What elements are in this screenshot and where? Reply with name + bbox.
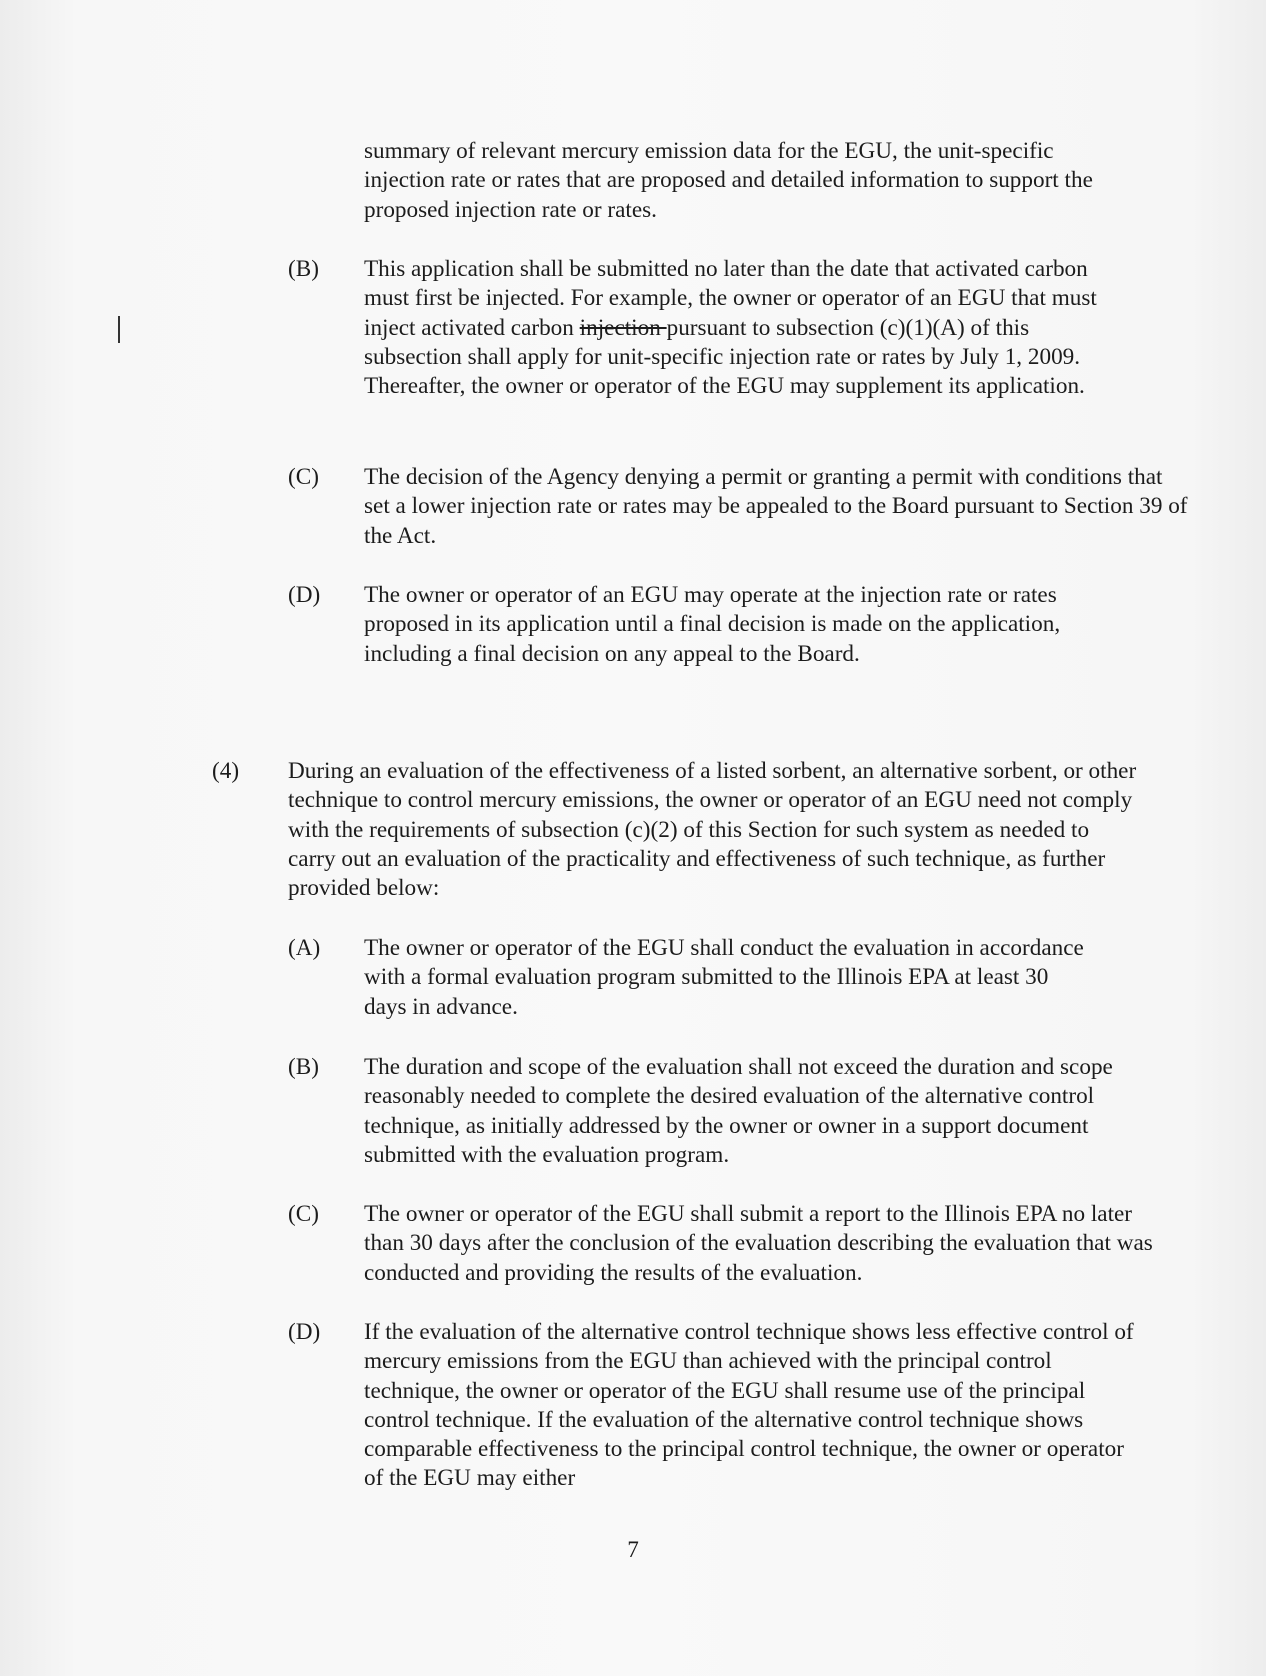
item-label-4-a: (A) xyxy=(288,935,321,961)
item-label-c3-c: (C) xyxy=(288,464,319,490)
struck-word: injection xyxy=(579,314,667,341)
paragraph-4-label: (4) xyxy=(212,758,240,784)
item-text-4-b: The duration and scope of the evaluation shall not exceed the duration and scope reasonably needed to complete the desired evaluation of the alternative control technique, as initially addressed by the owner or owner in a support document submitted with the evaluation program. xyxy=(364,1054,1113,1168)
item-label-c3-d: (D) xyxy=(288,582,321,608)
page-number: 7 xyxy=(627,1537,639,1563)
item-text-4-c: The owner or operator of the EGU shall submit a report to the Illinois EPA no later than 30 days after the conclusion of the evaluation describing the evaluation that was conducted and providing the results of the evaluation. xyxy=(364,1201,1153,1286)
item-text-c3-d: The owner or operator of an EGU may operate at the injection rate or rates proposed in its application until a final decision is made on the application, including a final decision on any appeal to the Board. xyxy=(364,582,1061,667)
item-label-c3-b: (B) xyxy=(288,256,319,282)
revision-change-bar xyxy=(118,316,120,343)
paragraph-4-text: During an evaluation of the effectiveness of a listed sorbent, an alternative sorbent, or other technique to control mercury emissions, the owner or operator of an EGU need not comply with the requirements of subsection (c)(2) of this Section for such system as needed to carry out an evaluation of the practicality and effectiveness of such technique, as further provided below: xyxy=(288,758,1137,902)
continuation-paragraph: summary of relevant mercury emission data for the EGU, the unit-specific injection rate or rates that are proposed and detailed information to support the proposed injection rate or rates. xyxy=(364,138,1093,223)
item-text-4-d: If the evaluation of the alternative control technique shows less effective control of mercury emissions from the EGU than achieved with the principal control technique, the owner or operator of the EGU shall resume use of the principal control technique. If the evaluation of the alternative control technique shows comparable effectiveness to the principal control technique, the owner or operator of the EGU may either xyxy=(364,1319,1134,1492)
item-label-4-c: (C) xyxy=(288,1201,319,1227)
item-text-4-a: The owner or operator of the EGU shall conduct the evaluation in accordance with a formal evaluation program submitted to the Illinois EPA at least 30 days in advance. xyxy=(364,935,1084,1020)
item-label-4-d: (D) xyxy=(288,1319,321,1345)
item-text-c3-c: The decision of the Agency denying a permit or granting a permit with conditions that set a lower injection rate or rates may be appealed to the Board pursuant to Section 39 of the Act. xyxy=(364,464,1188,549)
item-text-c3-b-part1: This application shall be submitted no later than the date that activated carbon must first be injected. For example, the owner or operator of an EGU that must inject activated carbon xyxy=(364,256,1097,341)
item-text-c3-b xyxy=(364,255,1124,401)
item-label-4-b: (B) xyxy=(288,1054,319,1080)
item-text-c3-b-part2: pursuant to subsection (c)(1)(A) of this subsection shall apply for unit-specific injection rate or rates by July 1, 2009. Thereafter, the owner or operator of the EGU may supplement its application. xyxy=(364,314,1085,400)
